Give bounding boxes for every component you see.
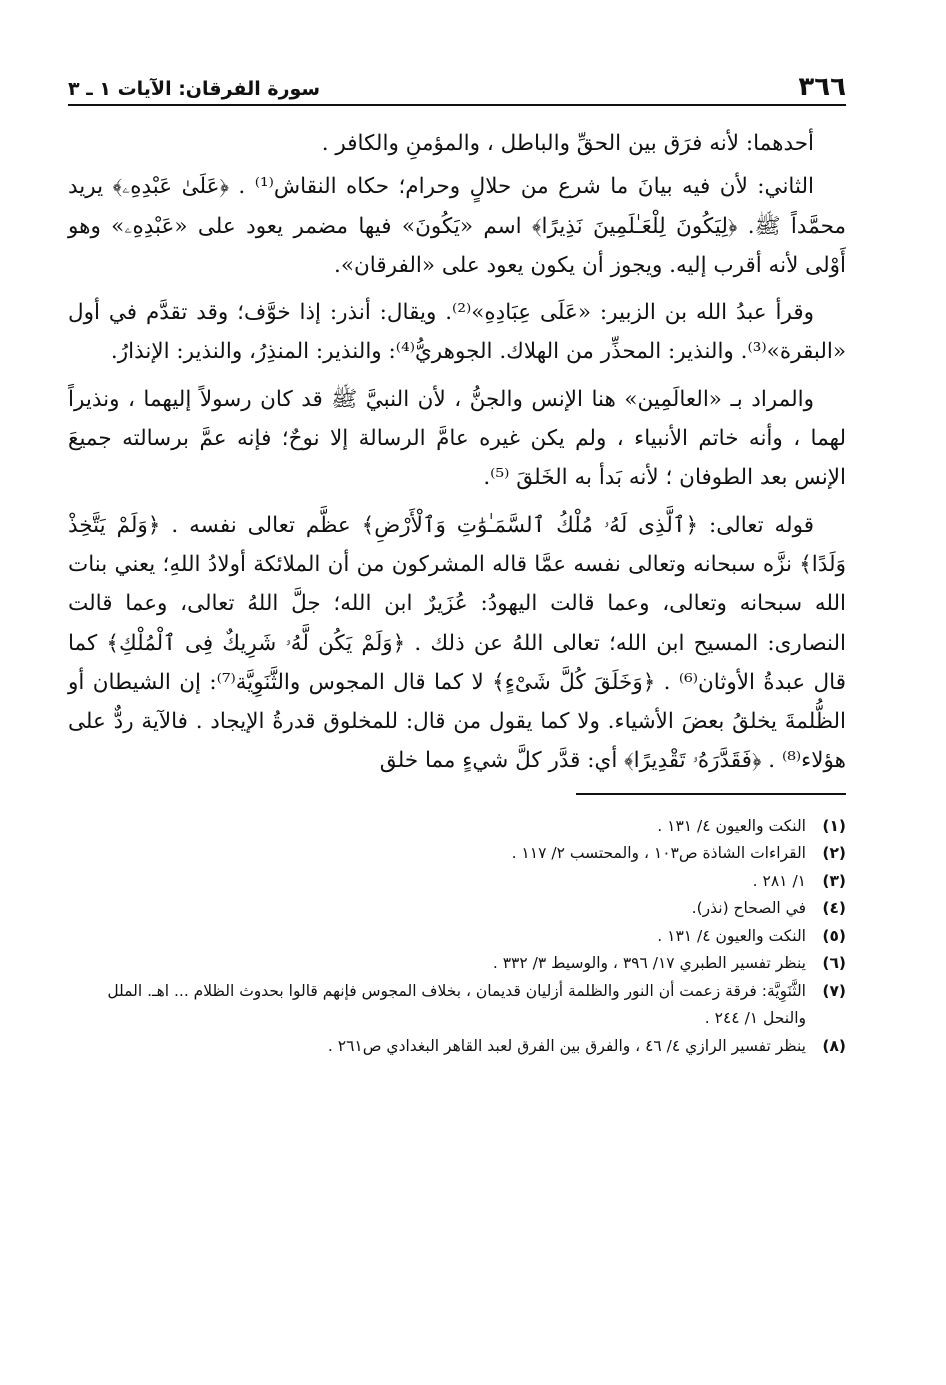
footnote-number: (٨) [822,1036,846,1055]
footnote-number: (٧) [822,981,846,1000]
footnote [68,813,846,841]
footnote-number: (٤) [822,899,846,918]
footnotes [68,813,846,1061]
footnote [68,923,846,951]
footnote-text: ينظر تفسير الرازي ٤/ ٤٦ ، والفرق بين الفرق لعبد القاهر البغدادي ص٢٦١ . [327,1036,806,1055]
paragraph-4: والمراد بـ «العالَمِين» هنا الإنس والجنُّ ، لأن النبيَّ ﷺ قد كان رسولاً إليهما ، ونذيراً لهما ، وأنه خاتم الأنبياء ، ولم يكن غيره عامَّ الرسالة إلا نوحٌ؛ فإنه عمَّ برسالته جميعَ الإنس بعد الطوفان ؛ لأنه بَدأ به الخَلقَ ⁽⁵⁾. [68,386,846,491]
footnote [68,840,846,868]
footnote [68,868,846,896]
footnote-text: ينظر تفسير الطبري ١٧/ ٣٩٦ ، والوسيط ٣/ ٣٣٢ . [492,954,806,973]
footnote-text: النكت والعيون ٤/ ١٣١ . [657,926,806,945]
footnote-text: في الصحاح (نذر). [691,899,806,918]
footnote-text: القراءات الشاذة ص١٠٣ ، والمحتسب ٢/ ١١٧ . [511,844,806,863]
paragraph-1: أحدهما: لأنه فرَق بين الحقِّ والباطل ، والمؤمنِ والكافر . [321,131,814,156]
footnote [68,950,846,978]
footnote [68,895,846,923]
paragraph-2: الثاني: لأن فيه بيانَ ما شرع من حلالٍ وحرام؛ حكاه النقاش⁽¹⁾ . ﴿عَلَىٰ عَبْدِهِۦ﴾ يريد محمَّداً ﷺ. ﴿لِيَكُونَ لِلْعَـٰلَمِينَ نَذِيرًا﴾ اسم «يَكُونَ» فيها مضمر يعود على «عَبْدِهِۦ» وهو أَوْلى لأنه أقرب إليه. ويجوز أن يكون يعود على «الفرقان». [68,174,846,278]
running-title: سورة الفرقان: الآيات ١ ـ ٣ [68,78,321,100]
footnote-number: (٢) [822,844,846,863]
footnote-text: النكت والعيون ٤/ ١٣١ . [657,816,806,835]
footnote-text: الثَّنَوِيَّة: فرقة زعمت أن النور والظلمة أزليان قديمان ، بخلاف المجوس فإنهم قالوا بحدوث الظلام ... اهـ. الملل والنحل ١/ ٢٤٤ . [107,981,806,1028]
footnote-number: (١) [822,816,846,835]
footnote-divider [576,793,846,795]
paragraph-3: وقرأ عبدُ الله بن الزبير: «عَلَى عِبَادِهِ»⁽²⁾. ويقال: أنذر: إذا خوَّف؛ وقد تقدَّم في أول «البقرة»⁽³⁾. والنذير: المحذِّر من الهلاك. الجوهريُّ⁽⁴⁾: والنذير: المنذِرُ، والنذير: الإنذارُ. [68,300,846,365]
footnote-number: (٦) [822,954,846,973]
page-number: ٣٦٦ [798,72,846,102]
book-page [68,70,846,1330]
page-header [68,70,846,106]
footnote-number: (٣) [822,871,846,890]
footnote [68,1033,846,1061]
paragraph-5: قوله تعالى: ﴿ٱلَّذِى لَهُۥ مُلْكُ ٱلسَّمَـٰوَٰتِ وَٱلْأَرْضِ﴾ عظَّم تعالى نفسه . ﴿وَلَمْ يَتَّخِذْ وَلَدًا﴾ نزَّه سبحانه وتعالى نفسه عمَّا قاله المشركون من أن الملائكة أولادُ اللهِ؛ يعني بنات الله سبحانه وتعالى، وعما قالت اليهودُ: عُزَيرٌ ابن الله؛ جلَّ اللهُ تعالى، وعما قالت النصارى: المسيح ابن الله؛ تعالى اللهُ عن ذلك . ﴿وَلَمْ يَكُن لَّهُۥ شَرِيكٌ فِى ٱلْمُلْكِ﴾ كما قال عبدةُ الأوثان⁽⁶⁾ . ﴿وَخَلَقَ كُلَّ شَىْءٍ﴾ لا كما قال المجوس والثَّنَوِيَّة⁽⁷⁾: إن الشيطان أو الظُّلمةَ يخلقُ بعضَ الأشياء. ولا كما يقول من قال: للمخلوق قدرةُ الإيجاد . فالآية ردٌّ على هؤلاء⁽⁸⁾ . ﴿فَقَدَّرَهُۥ تَقْدِيرًا﴾ أي: قدَّر كلَّ شيءٍ مما خلق [68,512,846,774]
main-text [68,124,846,781]
footnote-number: (٥) [822,926,846,945]
footnote [68,978,846,1033]
footnote-text: ١/ ٢٨١ . [752,871,806,890]
